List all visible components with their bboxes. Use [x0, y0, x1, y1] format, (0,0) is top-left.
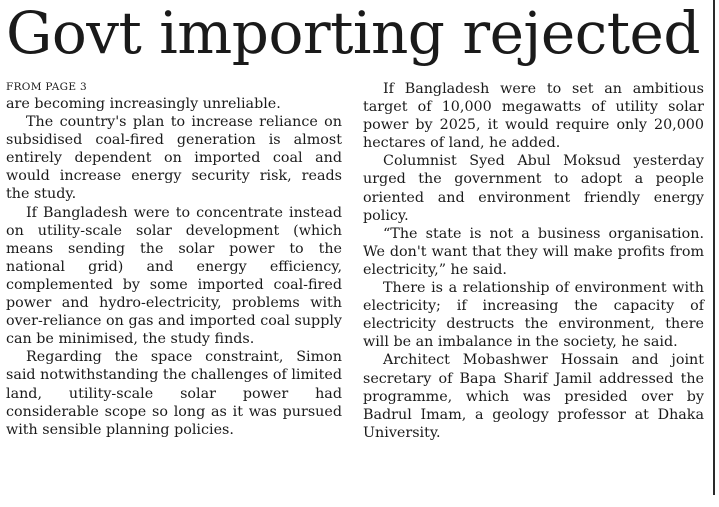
paragraph: “The state is not a business organisation. We don't want that they will make profits from electricity,” he said.	[363, 225, 704, 278]
article-column-left	[6, 80, 342, 439]
paragraph: Regarding the space constraint, Simon said notwithstanding the challenges of limited land, utility-scale solar power had considerable scope so long as it was pursued with sensible planning policies.	[6, 349, 342, 438]
paragraph: There is a relationship of environment with electricity; if increasing the capacity of electricity destructs the environment, there will be an imbalance in the society, he said.	[363, 280, 704, 351]
continuation-kicker: FROM PAGE 3	[6, 81, 87, 93]
article-column-right	[363, 80, 704, 442]
paragraph: If Bangladesh were to concentrate instead on utility-scale solar development (which means sending the solar power to the national grid) and energy efficiency, complemented by some imported coal-fired power and hydro-electricity, problems with over-reliance on gas and imported coal supply can be minimised, the study finds.	[6, 204, 342, 348]
paragraph: The country's plan to increase reliance on subsidised coal-fired generation is almost entirely dependent on imported coal and would increase energy security risk, reads the study.	[6, 114, 342, 203]
paragraph: Architect Mobashwer Hossain and joint secretary of Bapa Sharif Jamil addressed the programme, which was presided over by Badrul Imam, a geology professor at Dhaka University.	[363, 352, 704, 441]
paragraph: If Bangladesh were to set an ambitious target of 10,000 megawatts of utility solar power by 2025, it would require only 20,000 hectares of land, he added.	[363, 81, 704, 152]
article-headline: Govt importing rejected	[6, 0, 700, 67]
paragraph: Columnist Syed Abul Moksud yesterday urged the government to adopt a people oriented and environment friendly energy policy.	[363, 153, 704, 224]
column-rule	[713, 0, 715, 495]
paragraph: are becoming increasingly unreliable.	[6, 96, 281, 112]
